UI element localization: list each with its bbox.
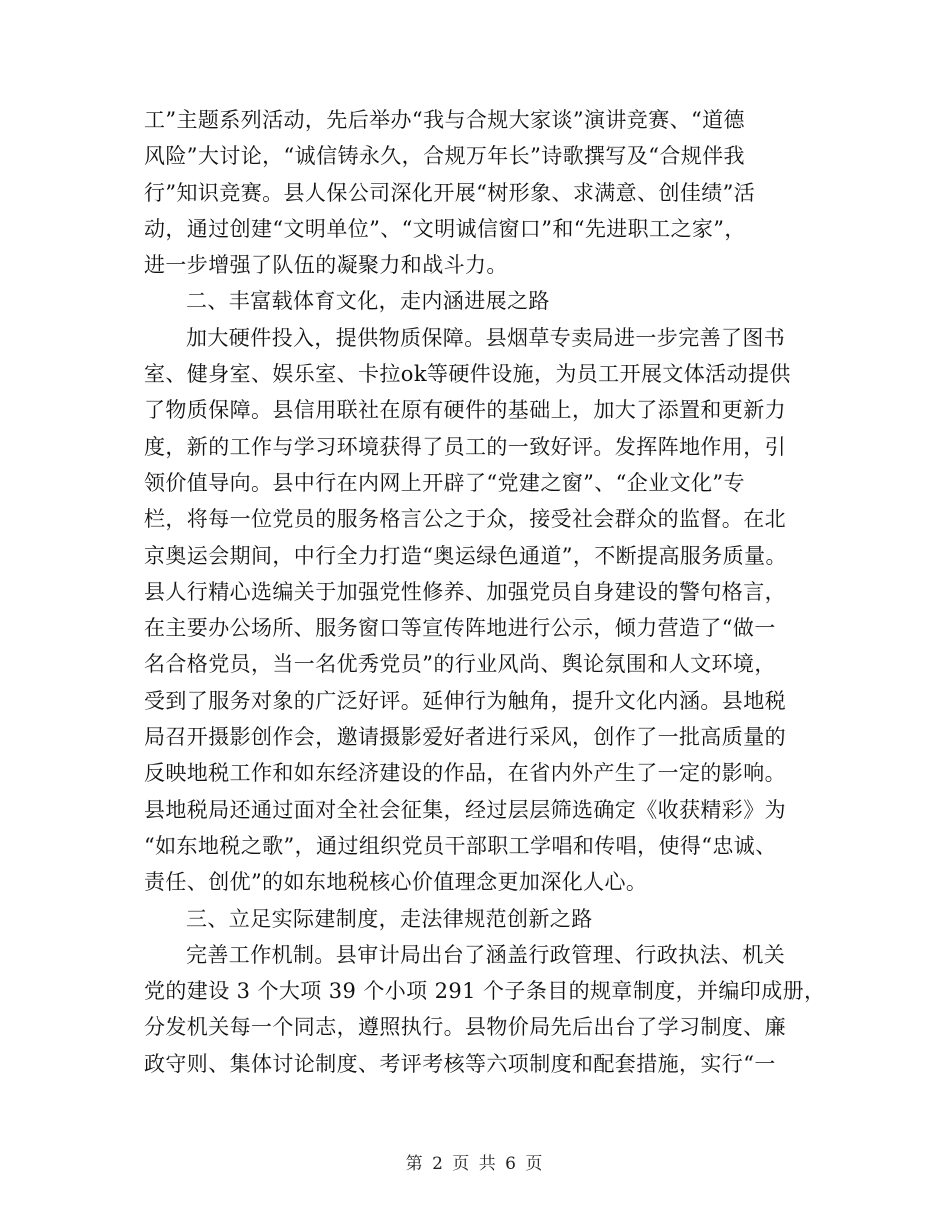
paragraph-start-line: 完善工作机制。县审计局出台了涵盖行政管理、行政执法、机关 (186, 942, 786, 967)
text-line: 县人行精心选编关于加强党性修养、加强党员自身建设的警句格言， (144, 579, 786, 604)
page-number-footer: 第 2 页 共 6 页 (405, 1154, 545, 1174)
text-line: 工”主题系列活动，先后举办“我与合规大家谈”演讲竞赛、“道德 (144, 108, 745, 132)
section-heading: 三、立足实际建制度，走法律规范创新之路 (186, 906, 593, 931)
text-line: 行”知识竞赛。县人保公司深化开展“树形象、求满意、创佳绩”活 (144, 180, 756, 205)
text-line: 进一步增强了队伍的凝聚力和战斗力。 (144, 253, 508, 278)
text-line: 动，通过创建“文明单位”、“文明诚信窗口”和“先进职工之家”， (144, 216, 746, 241)
text-line: 名合格党员，当一名优秀党员”的行业风尚、舆论氛围和人文环境， (144, 652, 776, 677)
text-line: 党的建设 3 个大项 39 个小项 291 个子条目的规章制度，并编印成册， (144, 979, 826, 1004)
text-line: 度，新的工作与学习环境获得了员工的一致好评。发挥阵地作用，引 (144, 434, 786, 459)
text-line: 反映地税工作和如东经济建设的作品，在省内外产生了一定的影响。 (144, 761, 786, 786)
text-line: 在主要办公场所、服务窗口等宣传阵地进行公示，倾力营造了“做一 (144, 616, 776, 641)
document-body (144, 102, 826, 1082)
text-line: 风险”大讨论，“诚信铸永久，合规万年长”诗歌撰写及“合规伴我 (144, 144, 745, 169)
text-line: 了物质保障。县信用联社在原有硬件的基础上，加大了添置和更新力 (144, 398, 786, 423)
paragraph-start-line: 加大硬件投入，提供物质保障。县烟草专卖局进一步完善了图书 (186, 325, 786, 350)
text-line: 京奥运会期间，中行全力打造“奥运绿色通道”，不断提高服务质量。 (144, 543, 787, 568)
text-line: 领价值导向。县中行在内网上开辟了“党建之窗”、“企业文化”专 (144, 470, 745, 495)
text-line: 政守则、集体讨论制度、考评考核等六项制度和配套措施，实行“一 (144, 1051, 776, 1076)
text-line: 县地税局还通过面对全社会征集，经过层层筛选确定《收获精彩》为 (144, 797, 786, 822)
text-line: 局召开摄影创作会，邀请摄影爱好者进行采风，创作了一批高质量的 (144, 725, 786, 750)
section-heading: 二、丰富载体育文化，走内涵进展之路 (186, 289, 550, 314)
text-line: 分发机关每一个同志，遵照执行。县物价局先后出台了学习制度、廉 (144, 1015, 786, 1040)
text-line: 受到了服务对象的广泛好评。延伸行为触角，提升文化内涵。县地税 (144, 688, 786, 713)
text-line: 栏，将每一位党员的服务格言公之于众，接受社会群众的监督。在北 (144, 507, 786, 532)
text-line: “如东地税之歌”，通过组织党员干部职工学唱和传唱，使得“忠诚、 (144, 833, 777, 858)
text-line: 责任、创优”的如东地税核心价值理念更加深化人心。 (144, 870, 648, 895)
text-line: 室、健身室、娱乐室、卡拉ok等硬件设施，为员工开展文体活动提供 (144, 362, 791, 387)
